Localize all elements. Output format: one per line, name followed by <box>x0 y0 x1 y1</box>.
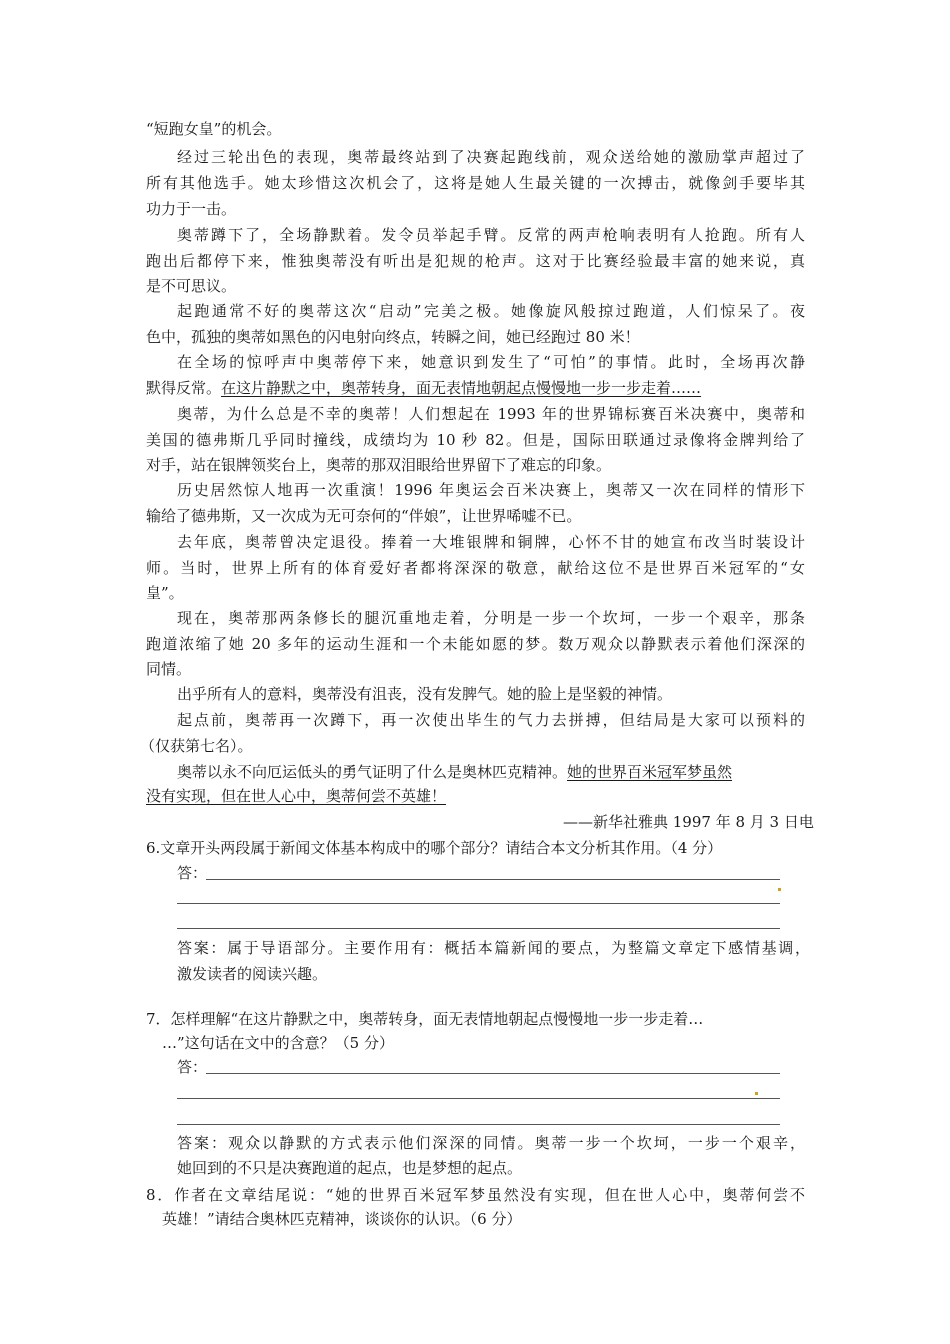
paragraph-line: 奥蒂，为什么总是不幸的奥蒂！人们想起在 1993 年的世界锦标赛百米决赛中，奥蒂和 <box>177 405 805 423</box>
paragraph-line: 色中，孤独的奥蒂如黑色的闪电射向终点，转瞬之间，她已经跑过 80 米！ <box>146 328 640 346</box>
paragraph-line: 去年底，奥蒂曾决定退役。捧着一大堆银牌和铜牌，心怀不甘的她宣布改当时装设计 <box>177 533 805 551</box>
paragraph-line: 输给了德弗斯，又一次成为无可奈何的“伴娘”，让世界唏嘘不已。 <box>146 507 582 525</box>
paragraph-line <box>146 378 701 398</box>
question-8: 英雄！”请结合奥林匹克精神，谈谈你的认识。（6 分） <box>162 1210 522 1228</box>
source-attribution: ——新华社雅典 1997 年 8 月 3 日电 <box>563 813 814 831</box>
answer-line[interactable] <box>177 1124 780 1125</box>
decorative-mark <box>778 888 781 891</box>
paragraph-line: 经过三轮出色的表现，奥蒂最终站到了决赛起跑线前，观众送给她的激励掌声超过了 <box>177 148 805 166</box>
paragraph-line <box>177 762 732 782</box>
paragraph-line: 所有其他选手。她太珍惜这次机会了，这将是她人生最关键的一次搏击，就像剑手要毕其 <box>146 174 805 192</box>
paragraph-line: 皇”。 <box>146 584 184 602</box>
answer-label: 答： <box>177 1058 208 1076</box>
answer-line[interactable] <box>177 928 780 929</box>
paragraph-line: 是不可思议。 <box>146 277 237 295</box>
paragraph-line: “短跑女皇”的机会。 <box>146 120 282 138</box>
paragraph-line: 历史居然惊人地再一次重演！1996 年奥运会百米决赛上，奥蒂又一次在同样的情形下 <box>177 481 805 499</box>
paragraph-line: 同情。 <box>146 660 192 678</box>
question-6: 6.文章开头两段属于新闻文体基本构成中的哪个部分？请结合本文分析其作用。（4 分） <box>146 839 723 857</box>
paragraph-line: 跑道浓缩了她 20 多年的运动生涯和一个未能如愿的梦。数万观众以静默表示着他们深深的 <box>146 635 805 653</box>
question-8: 8．作者在文章结尾说：“她的世界百米冠军梦虽然没有实现，但在世人心中，奥蒂何尝不 <box>146 1186 805 1204</box>
paragraph-line: 对手，站在银牌领奖台上，奥蒂的那双泪眼给世界留下了难忘的印象。 <box>146 456 612 474</box>
answer-text: 答案：观众以静默的方式表示他们深深的同情。奥蒂一步一个坎坷，一步一个艰辛， <box>177 1134 805 1152</box>
answer-line[interactable] <box>177 1098 780 1099</box>
answer-text: 激发读者的阅读兴趣。 <box>177 965 328 983</box>
paragraph-line: 功力于一击。 <box>146 200 237 218</box>
underlined-sentence: 没有实现，但在世人心中，奥蒂何尝不英雄！ <box>146 787 447 805</box>
paragraph-line: 师。当时，世界上所有的体育爱好者都将深深的敬意，献给这位不是世界百米冠军的“女 <box>146 559 805 577</box>
answer-line[interactable] <box>177 903 780 904</box>
paragraph-line: 现在，奥蒂那两条修长的腿沉重地走着，分明是一步一个坎坷，一步一个艰辛，那条 <box>177 609 805 627</box>
answer-text: 答案：属于导语部分。主要作用有：概括本篇新闻的要点，为整篇文章定下感情基调， <box>177 939 810 957</box>
answer-label: 答： <box>177 864 208 882</box>
paragraph-line: （仅获第七名）。 <box>140 737 253 755</box>
question-7: …”这句话在文中的含意？（5 分） <box>162 1034 394 1052</box>
answer-line[interactable] <box>206 879 780 880</box>
answer-text: 她回到的不只是决赛跑道的起点，也是梦想的起点。 <box>177 1159 523 1177</box>
paragraph-line: 奥蒂蹲下了，全场静默着。发令员举起手臂。反常的两声枪响表明有人抢跑。所有人 <box>177 226 805 244</box>
paragraph-text: 奥蒂以永不向厄运低头的勇气证明了什么是奥林匹克精神。 <box>177 763 568 781</box>
underlined-sentence: 她的世界百米冠军梦虽然 <box>567 763 733 781</box>
paragraph-line: 在全场的惊呼声中奥蒂停下来，她意识到发生了“可怕”的事情。此时，全场再次静 <box>177 353 805 371</box>
paragraph-line: 起跑通常不好的奥蒂这次“启动”完美之极。她像旋风般掠过跑道，人们惊呆了。夜 <box>177 302 805 320</box>
paragraph-line: 起点前，奥蒂再一次蹲下，再一次使出毕生的气力去拼搏，但结局是大家可以预料的 <box>177 711 805 729</box>
question-7: 7．怎样理解“在这片静默之中，奥蒂转身，面无表情地朝起点慢慢地一步一步走着… <box>146 1010 704 1028</box>
paragraph-line: 美国的德弗斯几乎同时撞线，成绩均为 10 秒 82。但是，国际田联通过录像将金牌判给了 <box>146 431 805 449</box>
underlined-sentence: 在这片静默之中，奥蒂转身，面无表情地朝起点慢慢地一步一步走着…… <box>221 379 702 397</box>
paragraph-line: 跑出后都停下来，惟独奥蒂没有听出是犯规的枪声。这对于比赛经验最丰富的她来说，真 <box>146 252 805 270</box>
paragraph-text: 默得反常。 <box>146 379 222 397</box>
answer-line[interactable] <box>206 1073 780 1074</box>
paragraph-line: 出乎所有人的意料，奥蒂没有沮丧，没有发脾气。她的脸上是坚毅的神情。 <box>177 685 673 703</box>
decorative-mark <box>755 1092 758 1095</box>
